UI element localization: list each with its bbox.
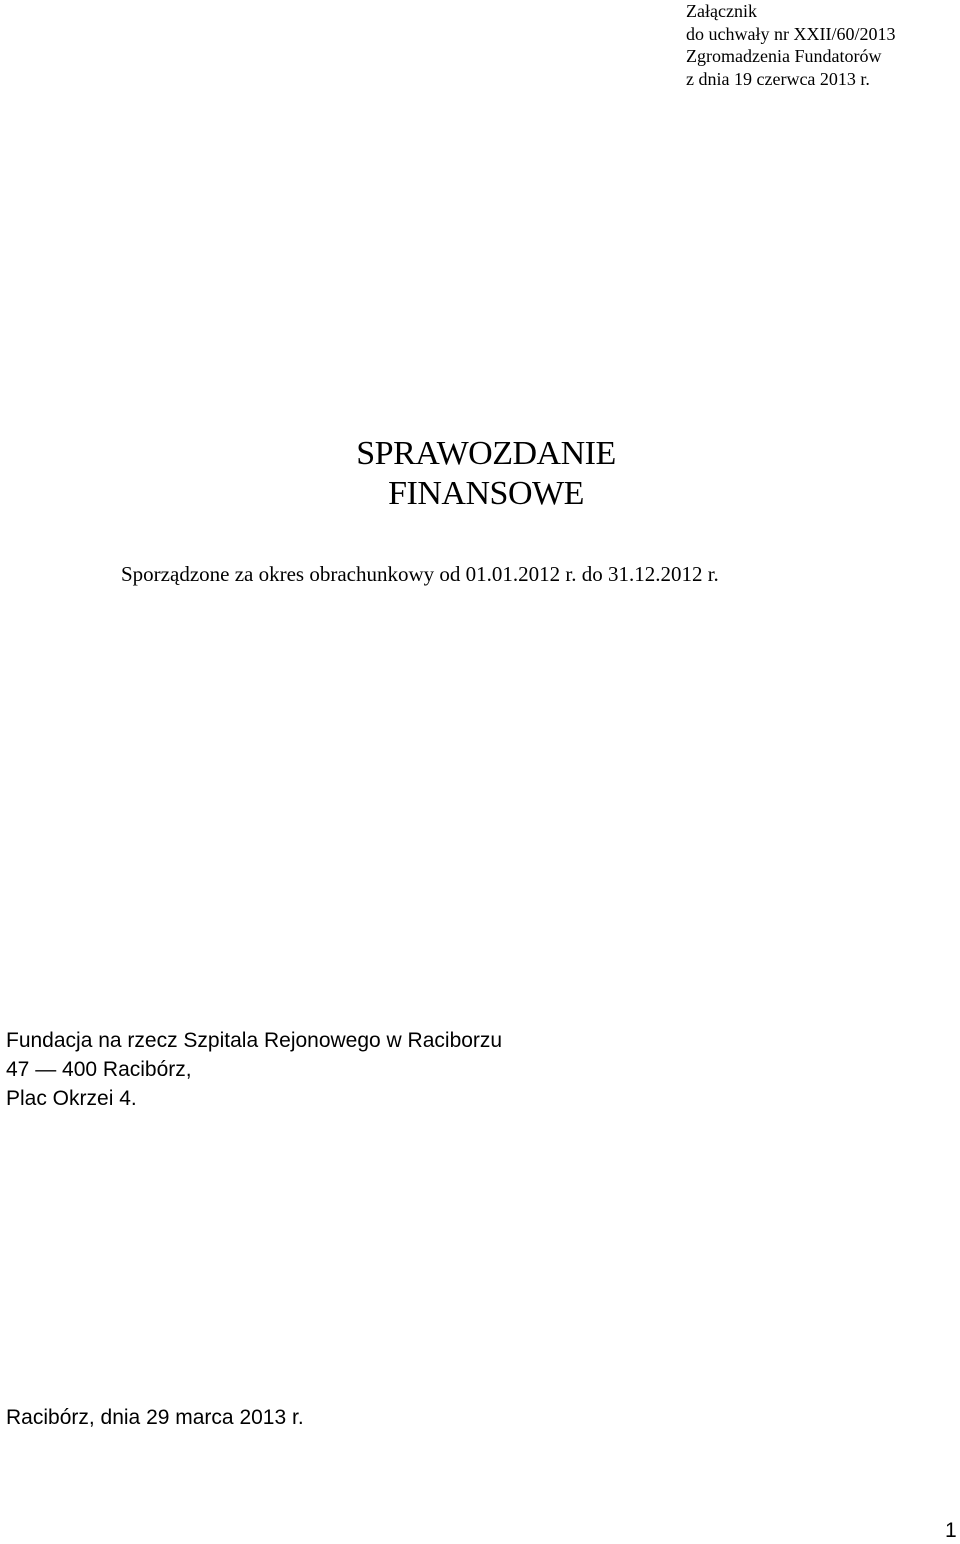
- attachment-note-line: z dnia 19 czerwca 2013 r.: [686, 68, 870, 89]
- foundation-street: Plac Okrzei 4.: [6, 1087, 137, 1110]
- page-number: 1: [945, 1519, 957, 1542]
- foundation-postal-city: 47 — 400 Racibórz,: [6, 1058, 192, 1081]
- foundation-name: Fundacja na rzecz Szpitala Rejonowego w Raciborzu: [6, 1029, 503, 1052]
- document-title-line-1: SPRAWOZDANIE: [356, 435, 616, 472]
- attachment-note: [686, 0, 895, 90]
- foundation-address: [6, 1026, 502, 1113]
- attachment-note-line: do uchwały nr XXII/60/2013: [686, 23, 896, 44]
- document-title-line-2: FINANSOWE: [388, 475, 584, 512]
- place-and-date: Racibórz, dnia 29 marca 2013 r.: [6, 1406, 304, 1429]
- attachment-note-line: Załącznik: [686, 1, 757, 21]
- reporting-period: Sporządzone za okres obrachunkowy od 01.01.2012 r. do 31.12.2012 r.: [121, 562, 719, 586]
- attachment-note-line: Zgromadzenia Fundatorów: [686, 46, 882, 66]
